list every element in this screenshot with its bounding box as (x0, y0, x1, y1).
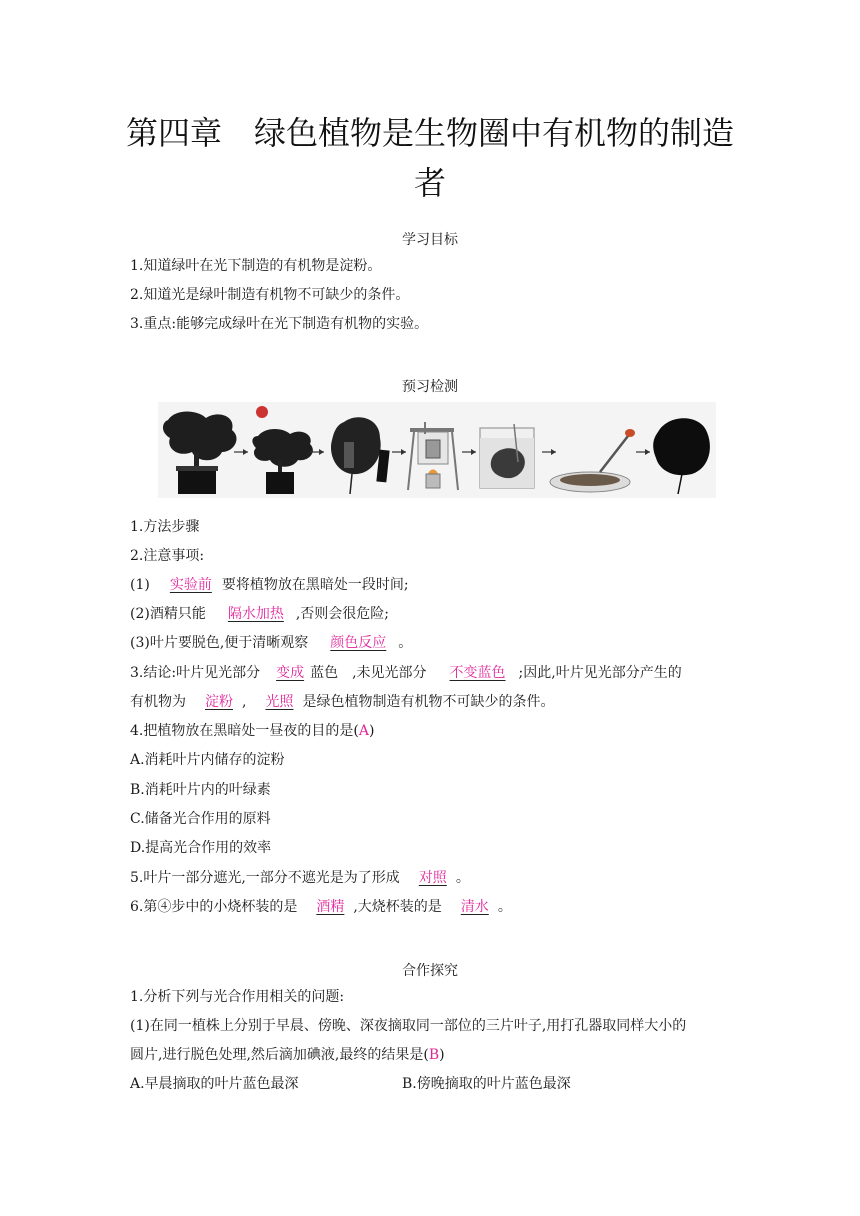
plant-in-pot-illustration (163, 412, 237, 495)
answer-blank: 实验前 (169, 577, 212, 593)
preview-q3-line2: 有机物为 淀粉 , 光照 是绿色植物制造有机物不可缺少的条件。 (130, 694, 555, 710)
leaf-covered-illustration (331, 417, 390, 494)
answer-blank: 清水 (460, 899, 489, 915)
chapter-title (60, 108, 800, 208)
coop-q1: 1.分析下列与光合作用相关的问题: (130, 989, 345, 1005)
coop-q1a-line1: (1)在同一植株上分别于早晨、傍晚、深夜摘取同一部位的三片叶子,用打孔器取同样大小的 (130, 1018, 687, 1034)
answer-blank: 变成 (276, 665, 305, 681)
goal-item: 1.知道绿叶在光下制造的有机物是淀粉。 (130, 258, 382, 274)
goals-heading: 学习目标 (402, 232, 458, 248)
preview-q1: 1.方法步骤 (130, 519, 200, 535)
preview-q4: 4.把植物放在黑暗处一昼夜的目的是(A) (130, 723, 375, 739)
answer-blank: 淀粉 (205, 694, 233, 710)
preview-q3-line1: 3.结论:叶片见光部分 变成 蓝色 ,未见光部分 不变蓝色 ;因此,叶片见光部分产生的 (130, 665, 682, 681)
answer-blank: 隔水加热 (227, 606, 284, 622)
option-c: C.储备光合作用的原料 (130, 811, 271, 827)
answer-blank: 颜色反应 (330, 635, 387, 651)
coop-heading: 合作探究 (402, 963, 458, 979)
iodine-dropping-illustration (550, 429, 635, 492)
answer-choice: A (358, 723, 369, 739)
option-b: B.消耗叶片内的叶绿素 (130, 782, 271, 798)
preview-heading: 预习检测 (402, 379, 458, 395)
answer-choice: B (428, 1047, 440, 1063)
coop-options (130, 1074, 740, 1094)
goal-item: 2.知道光是绿叶制造有机物不可缺少的条件。 (130, 287, 410, 303)
plant-with-sunlight-illustration (252, 406, 313, 494)
answer-blank: 酒精 (316, 899, 345, 915)
title-line-1: 第四章 绿色植物是生物圈中有机物的制造 (125, 114, 734, 152)
answer-blank: 不变蓝色 (449, 665, 506, 681)
answer-blank: 光照 (265, 694, 294, 710)
option-b: B.傍晚摘取的叶片蓝色最深 (402, 1076, 571, 1092)
option-a: A.消耗叶片内储存的淀粉 (130, 752, 285, 768)
coop-q1a-line2: 圆片,进行脱色处理,然后滴加碘液,最终的结果是(B) (130, 1047, 445, 1063)
preview-q6: 6.第④步中的小烧杯装的是 酒精 ,大烧杯装的是 清水 。 (130, 899, 512, 915)
preview-q2a: (1) 实验前 要将植物放在黑暗处一段时间; (130, 577, 409, 593)
option-a: A.早晨摘取的叶片蓝色最深 (130, 1076, 299, 1092)
experiment-steps-figure (158, 402, 716, 498)
goal-item: 3.重点:能够完成绿叶在光下制造有机物的实验。 (130, 316, 429, 332)
title-line-2: 者 (413, 164, 446, 202)
preview-q2b: (2)酒精只能 隔水加热 ,否则会很危险; (130, 606, 390, 622)
water-bath-heating-illustration (408, 422, 458, 490)
preview-q2c: (3)叶片要脱色,便于清晰观察 颜色反应 。 (130, 635, 413, 651)
leaf-in-beaker-illustration (480, 424, 534, 488)
answer-blank: 对照 (418, 870, 447, 886)
preview-q2: 2.注意事项: (130, 548, 205, 564)
preview-q5: 5.叶片一部分遮光,一部分不遮光是为了形成 对照 。 (130, 870, 470, 886)
option-d: D.提高光合作用的效率 (130, 840, 272, 856)
stained-leaf-illustration (653, 418, 710, 494)
